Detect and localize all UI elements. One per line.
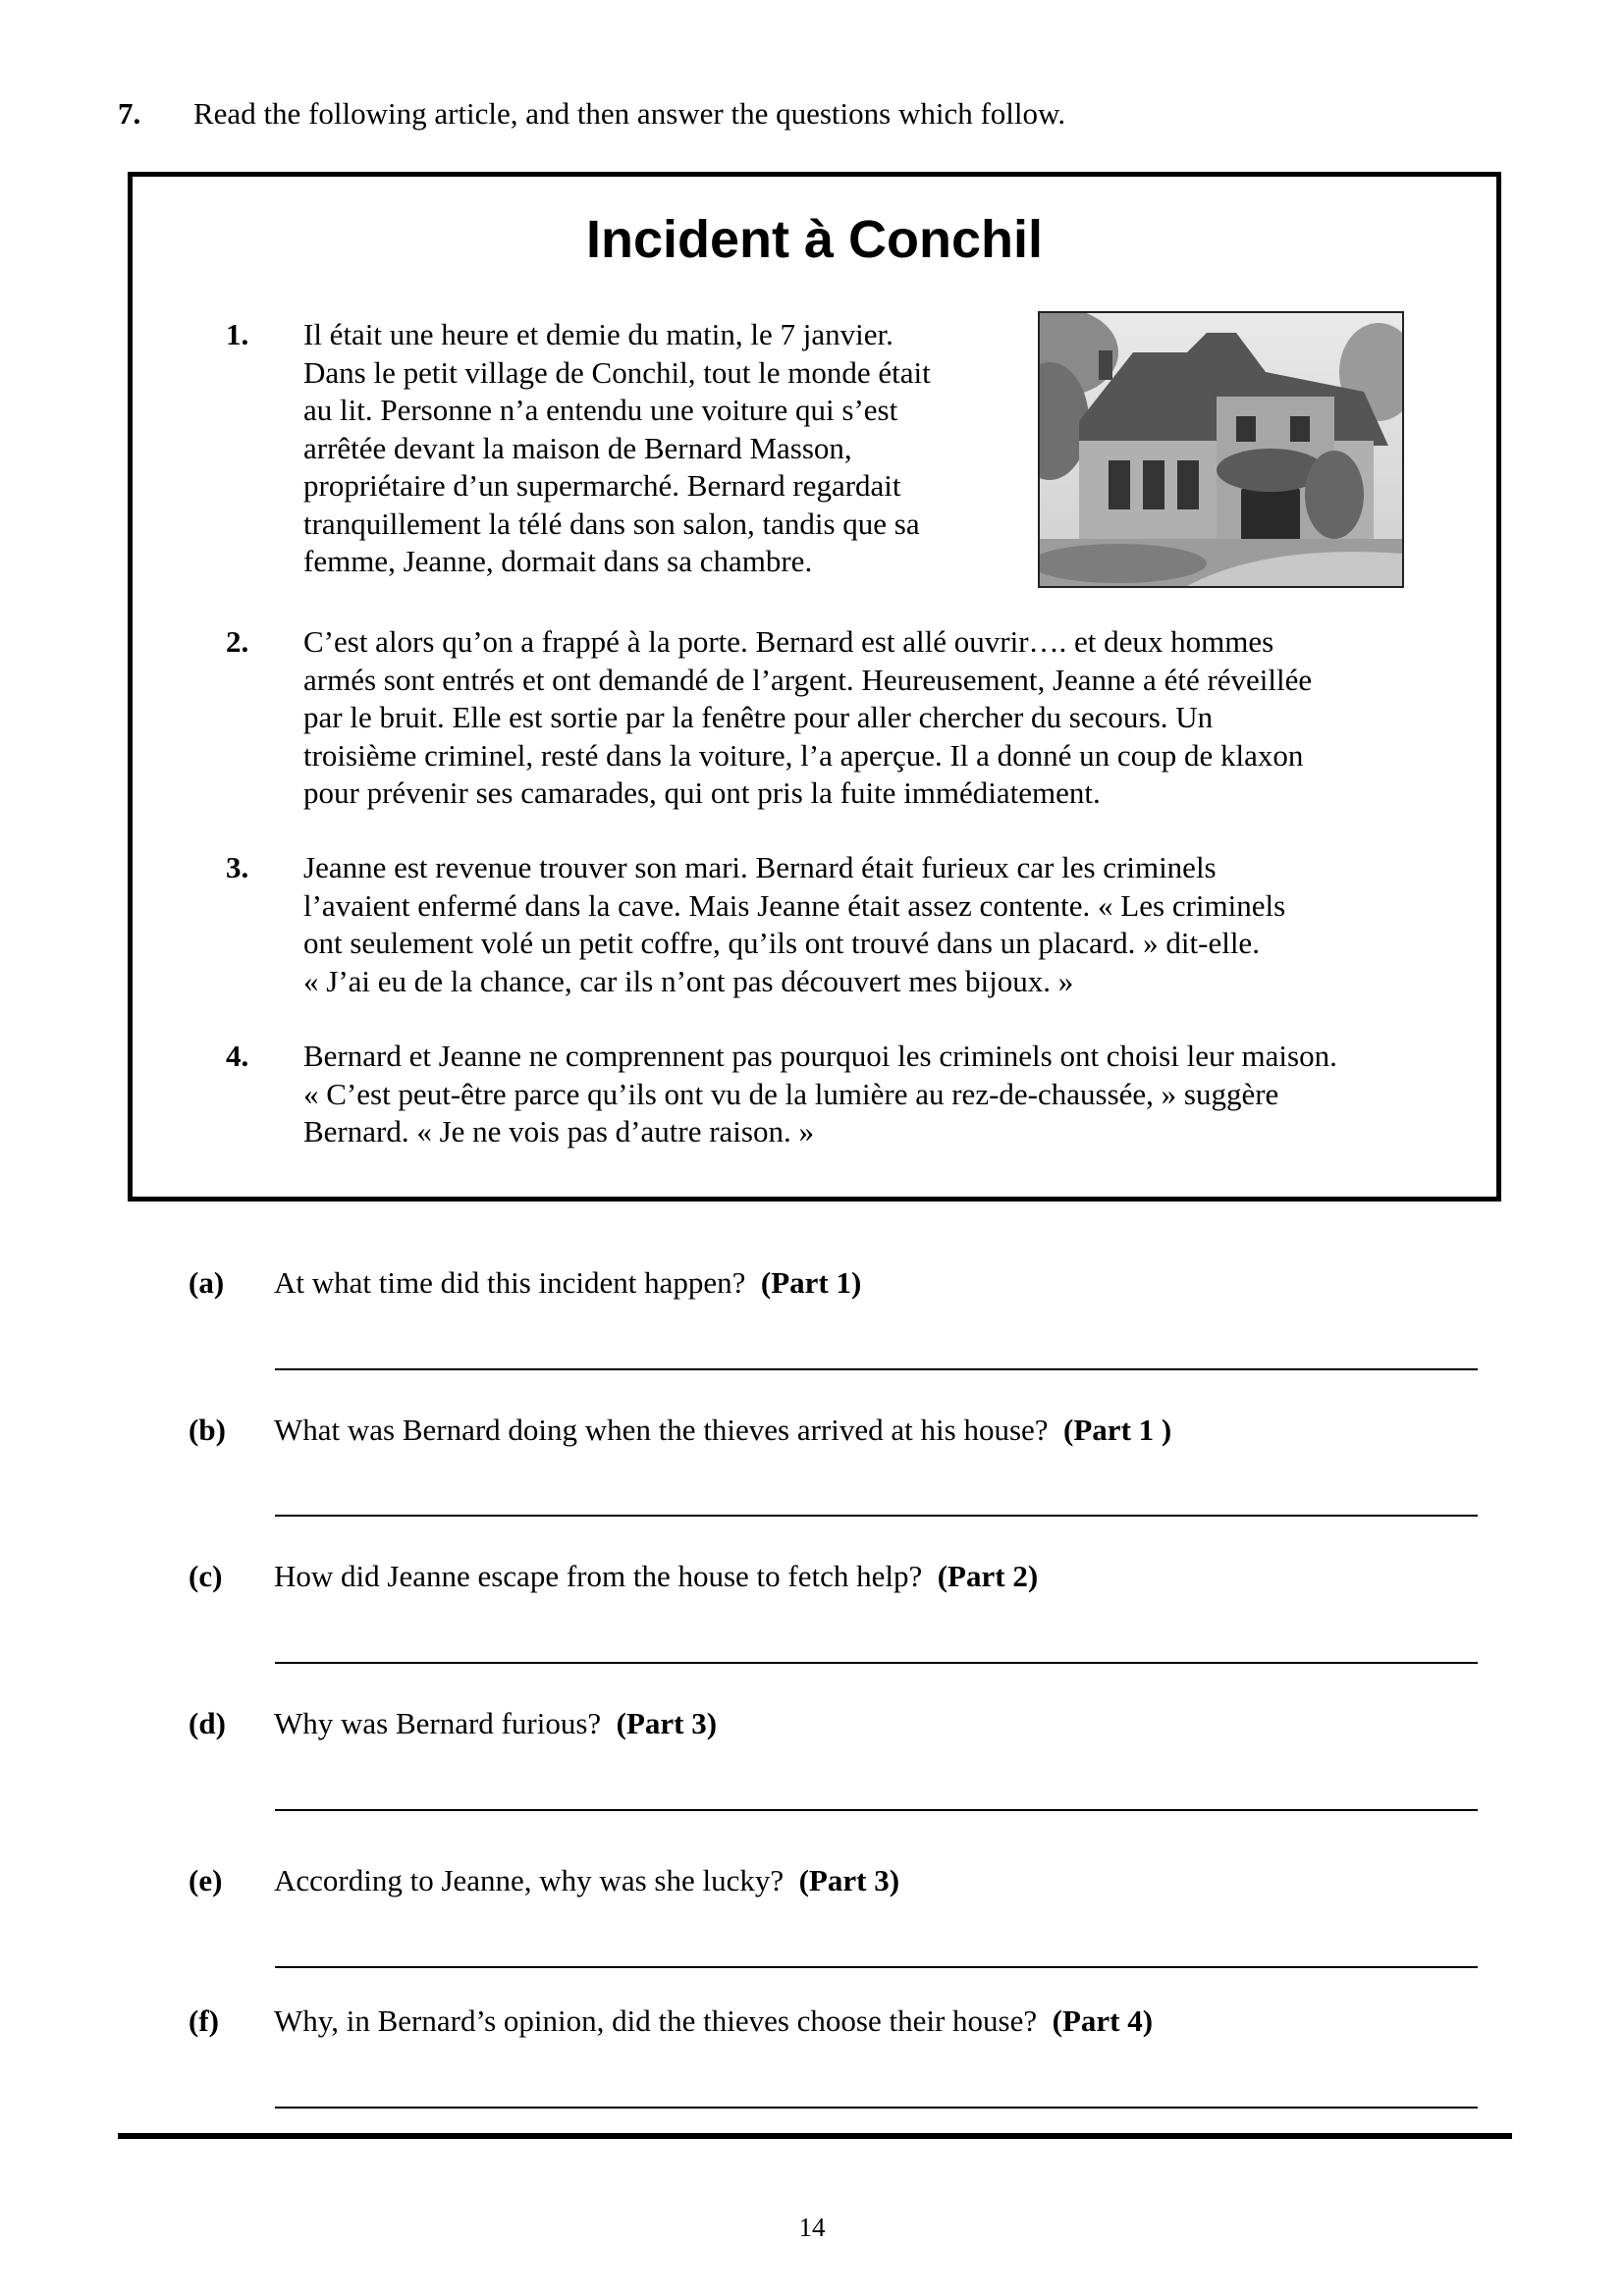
paragraph-text: Jeanne est revenue trouver son mari. Bernard était furieux car les criminels l’avaient enfermé dans la cave. Mais Jeanne était assez contente. « Les criminels ont seulement volé un petit coffre, qu’ils ont trouvé dans un placard. » dit-elle. « J’ai eu de la chance, car ils n’ont pas découvert mes bijoux. » — [303, 850, 1286, 998]
answer-line-d[interactable] — [275, 1809, 1478, 1811]
bottom-divider — [118, 2133, 1512, 2139]
paragraph-text: Bernard et Jeanne ne comprennent pas pourquoi les criminels ont choisi leur maison. « C’est peut-être parce qu’ils ont vu de la lumière au rez-de-chaussée, » suggère Bernard. « Je ne vois pas d’autre raison. » — [303, 1039, 1337, 1148]
question-text: Why was Bernard furious? — [274, 1706, 602, 1740]
question-part-ref: (Part 1) — [760, 1265, 862, 1300]
question-text: How did Jeanne escape from the house to fetch help? — [274, 1559, 923, 1593]
article-box — [128, 172, 1501, 1201]
question-label: (e) — [189, 1863, 223, 1897]
paragraph-number: 3. — [226, 850, 249, 884]
article-title: Incident à Conchil — [585, 210, 1044, 269]
paragraph-text: Il était une heure et demie du matin, le 7 janvier. Dans le petit village de Conchil, tout le monde était au lit. Personne n’a entendu une voiture qui s’est arrêtée devant la maison de Bernard Masson, propriétaire d’un supermarché. Bernard regardait tranquillement la télé dans son salon, tandis que sa femme, Jeanne, dormait dans sa chambre. — [303, 317, 931, 578]
question-part-ref: (Part 4) — [1052, 2003, 1154, 2038]
house-illustration — [1040, 313, 1402, 586]
question-label: (b) — [189, 1413, 226, 1447]
question-instruction: Read the following article, and then answer the questions which follow. — [193, 96, 1066, 131]
answer-line-b[interactable] — [275, 1515, 1478, 1517]
question-label: (d) — [189, 1706, 226, 1740]
question-text: Why, in Bernard’s opinion, did the thieves choose their house? — [274, 2003, 1038, 2038]
question-label: (c) — [189, 1559, 223, 1593]
question-label: (a) — [189, 1265, 225, 1300]
question-part-ref: (Part 2) — [937, 1559, 1039, 1593]
question-number: 7. — [118, 96, 141, 131]
answer-line-e[interactable] — [275, 1966, 1478, 1968]
question-part-ref: (Part 1 ) — [1063, 1413, 1172, 1447]
question-part-ref: (Part 3) — [616, 1706, 718, 1740]
question-label: (f) — [189, 2003, 219, 2038]
question-text: What was Bernard doing when the thieves arrived at his house? — [274, 1413, 1049, 1447]
question-text: At what time did this incident happen? — [274, 1265, 746, 1300]
answer-line-a[interactable] — [275, 1368, 1478, 1370]
paragraph-number: 4. — [226, 1039, 249, 1073]
question-part-ref: (Part 3) — [798, 1863, 900, 1897]
paragraph-number: 2. — [226, 624, 249, 659]
paragraph-text: C’est alors qu’on a frappé à la porte. Bernard est allé ouvrir…. et deux hommes armés sont entrés et ont demandé de l’argent. Heureusement, Jeanne a été réveillée par le bruit. Elle est sortie par la fenêtre pour aller chercher du secours. Un troisième criminel, resté dans la voiture, l’a aperçue. Il a donné un coup de klaxon pour prévenir ses camarades, qui ont pris la fuite immédiatement. — [303, 624, 1313, 810]
question-text: According to Jeanne, why was she lucky? — [274, 1863, 785, 1897]
house-photo — [1038, 311, 1404, 588]
answer-line-c[interactable] — [275, 1662, 1478, 1664]
answer-line-f[interactable] — [275, 2107, 1478, 2109]
page-number: 14 — [798, 2213, 826, 2242]
paragraph-number: 1. — [226, 317, 249, 351]
